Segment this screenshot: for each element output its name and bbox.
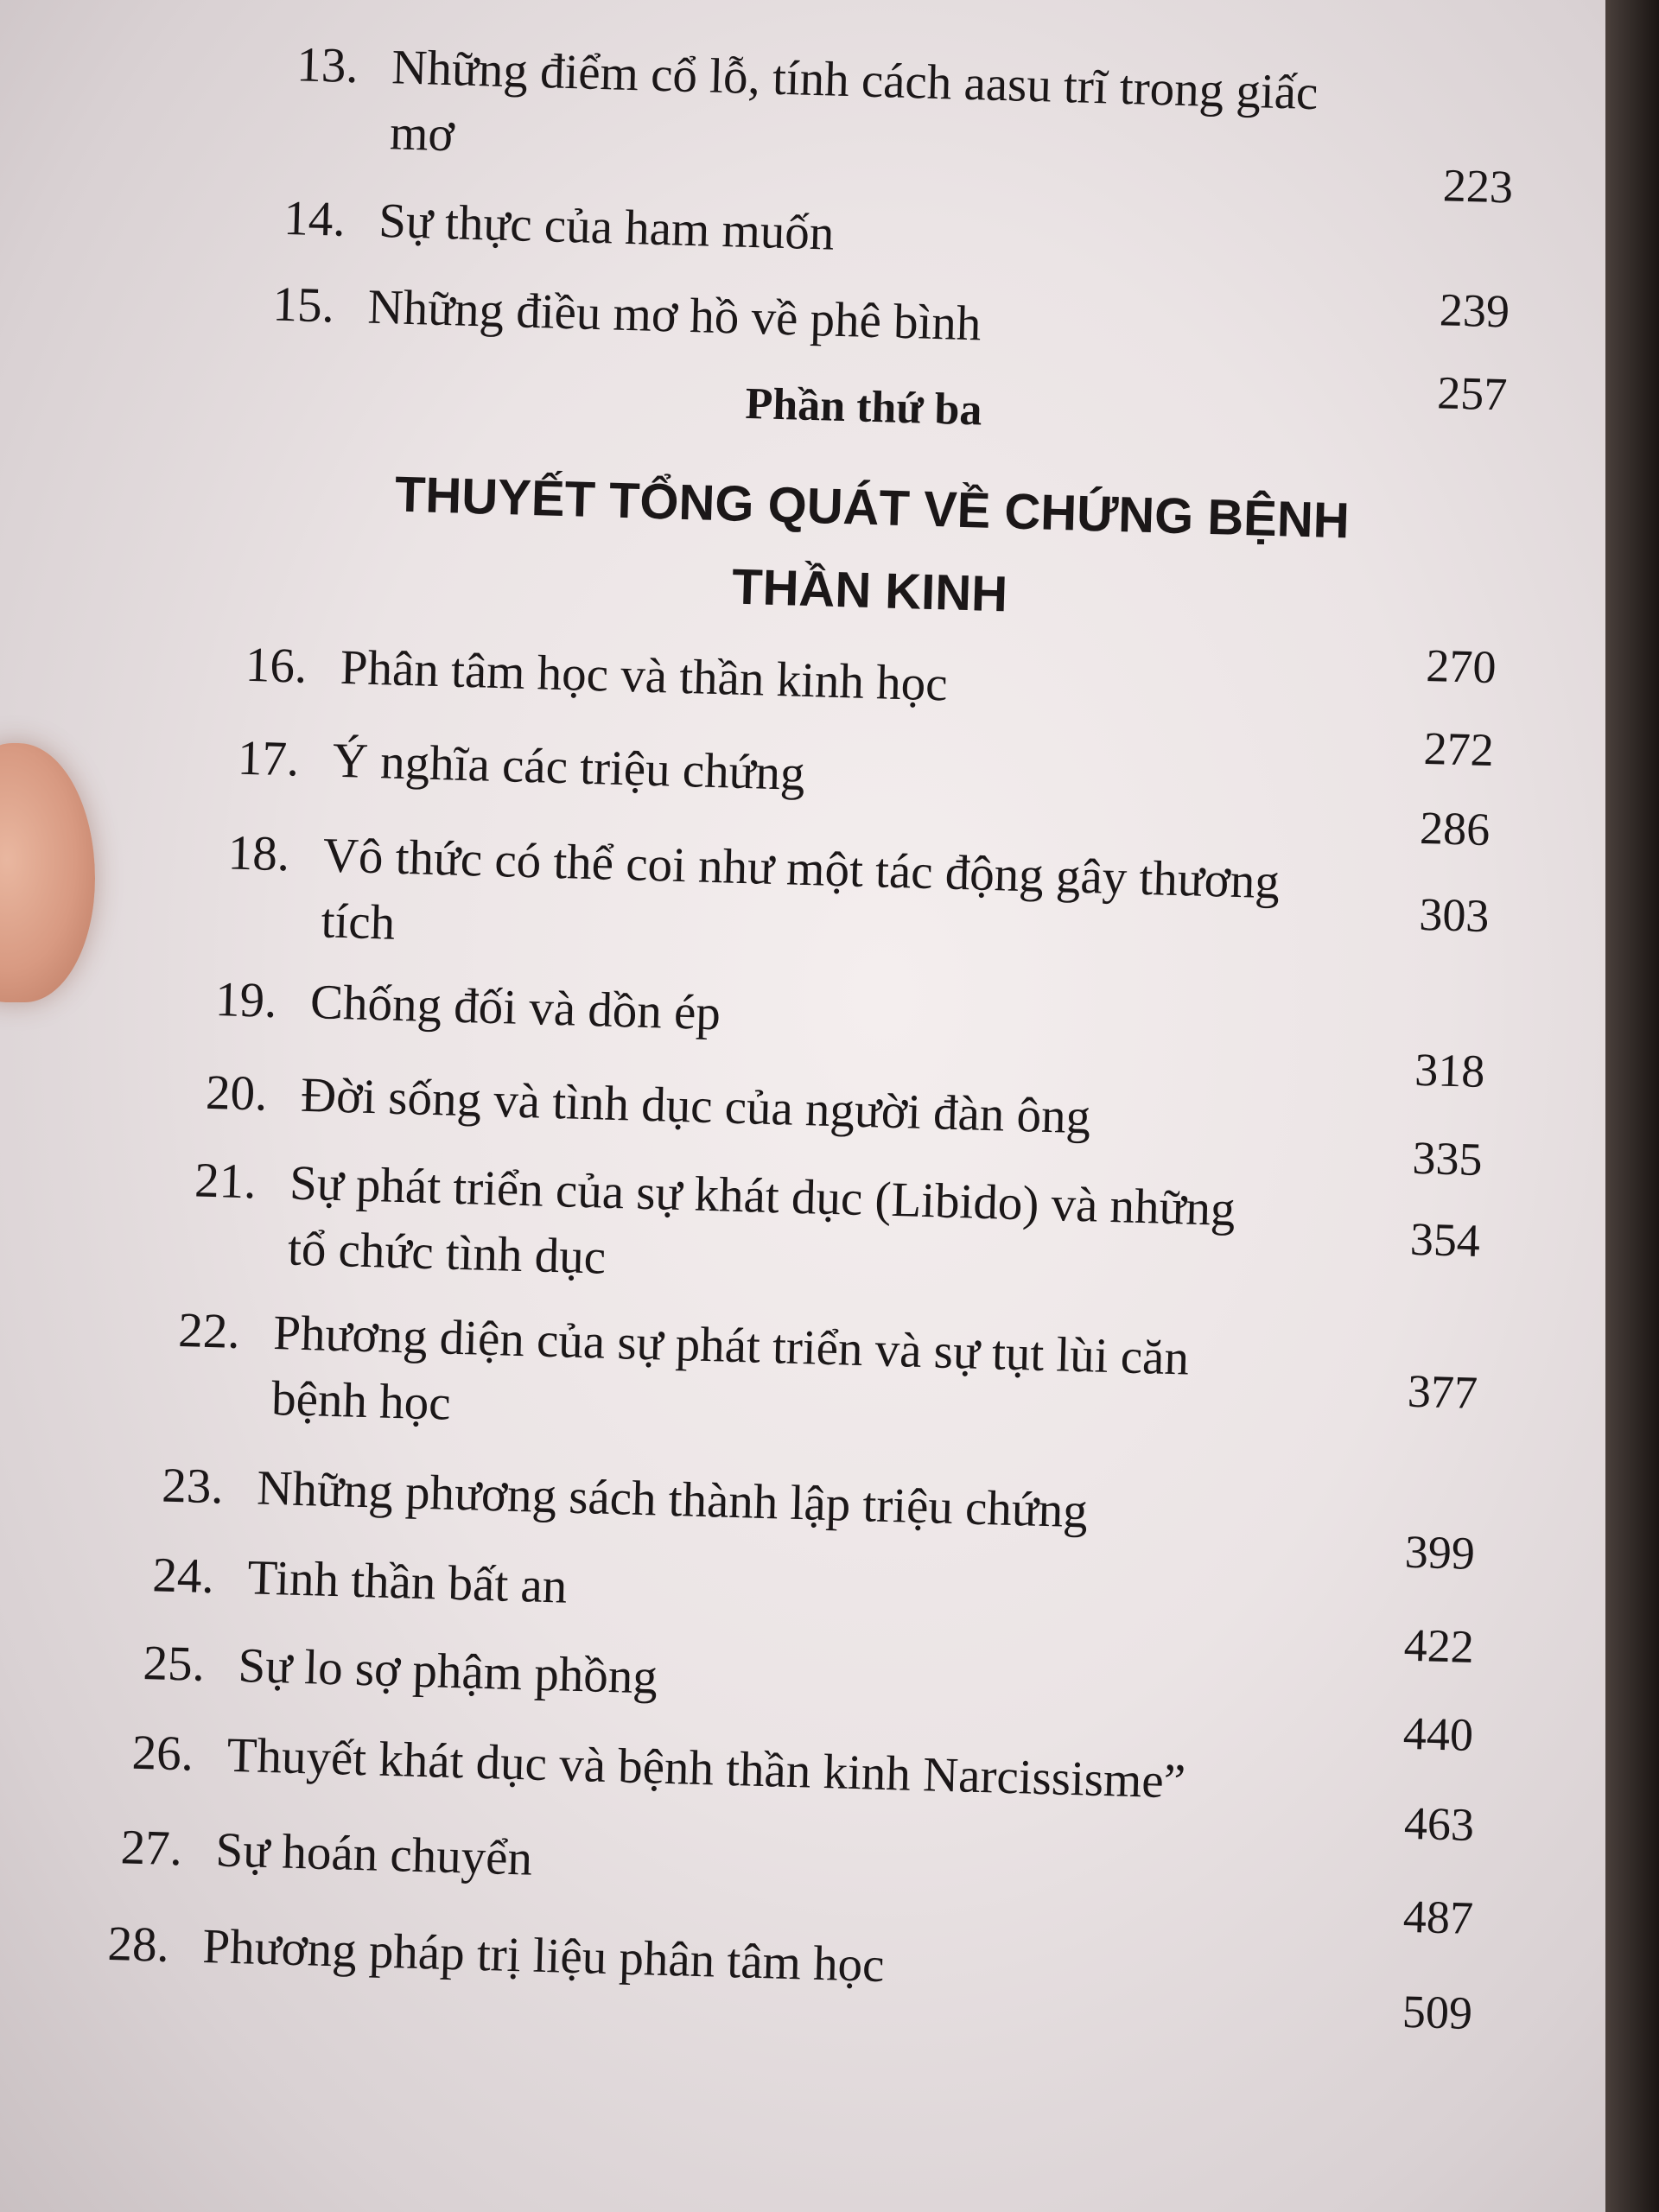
entry-number: 17. <box>237 730 301 787</box>
page-number-272: 272 <box>1422 721 1495 777</box>
page-number-318: 318 <box>1414 1043 1486 1098</box>
page-number-399: 399 <box>1404 1525 1476 1580</box>
entry-title: Ý nghĩa các triệu chứng <box>332 733 806 801</box>
page-number-509: 509 <box>1402 1985 1473 2040</box>
page-number-270: 270 <box>1425 639 1497 694</box>
entry-number: 22. <box>177 1302 241 1359</box>
entry-number: 16. <box>245 637 308 694</box>
entry-number: 14. <box>283 190 346 247</box>
entry-title: Những phương sách thành lập triệu chứng <box>256 1460 1089 1539</box>
page-number-463: 463 <box>1403 1796 1475 1852</box>
entry-number: 20. <box>205 1065 269 1122</box>
entry-title <box>287 1150 1236 1308</box>
page-number-487: 487 <box>1402 1890 1474 1945</box>
entry-title-line1: Những điểm cổ lỗ, tính cách aasu trĩ trong giấc <box>391 40 1319 121</box>
entry-title <box>270 1300 1190 1458</box>
entry-number: 21. <box>194 1153 257 1210</box>
entry-title: Phương pháp trị liệu phân tâm học <box>201 1919 886 1993</box>
entry-title-line1: Phương diện của sự phát triển và sự tụt lùi căn <box>272 1306 1190 1386</box>
part-label: Phần thứ ba <box>744 378 983 435</box>
entry-title <box>321 823 1281 981</box>
entry-title-line2: bệnh học <box>270 1370 452 1431</box>
page-number-354: 354 <box>1409 1212 1481 1267</box>
entry-number: 27. <box>119 1820 183 1877</box>
entry-number: 23. <box>161 1458 225 1515</box>
entry-title: Sự thực của ham muốn <box>378 193 836 261</box>
entry-number: 26. <box>130 1725 194 1782</box>
page-number-440: 440 <box>1402 1707 1474 1761</box>
entry-title: Thuyết khát dục và bệnh thần kinh Narcissisme” <box>226 1727 1186 1809</box>
page-number-286: 286 <box>1419 801 1491 856</box>
entry-title: Đời sống và tình dục của người đàn ông <box>300 1067 1091 1145</box>
entry-title-line2: mơ <box>389 105 455 162</box>
entry-title: Sự hoán chuyển <box>214 1822 533 1886</box>
entry-title <box>389 35 1319 192</box>
entry-title-line2: tổ chức tình dục <box>287 1221 607 1285</box>
part-title <box>377 453 1366 646</box>
entry-title: Chống đối và dồn ép <box>309 975 721 1041</box>
page-number-223: 223 <box>1442 159 1514 213</box>
entry-title: Những điều mơ hồ về phê bình <box>366 279 982 352</box>
page-number-335: 335 <box>1411 1131 1484 1185</box>
entry-title-line2: tích <box>320 893 397 950</box>
entry-title-line1: Vô thức có thể coi như một tác động gây thương <box>321 828 1281 910</box>
entry-title-line1: Sự phát triển của sự khát dục (Libido) và những <box>289 1155 1236 1237</box>
entry-number: 19. <box>214 971 278 1028</box>
entry-number: 28. <box>106 1916 170 1973</box>
entry-title: Sự lo sợ phậm phồng <box>237 1638 658 1705</box>
part-title-line2: THẦN KINH <box>731 558 1008 623</box>
part-title-line1: THUYẾT TỔNG QUÁT VỀ CHỨNG BỆNH <box>394 466 1351 550</box>
entry-title: Tinh thần bất an <box>246 1550 569 1614</box>
page-number-422: 422 <box>1402 1618 1475 1673</box>
page-number-239: 239 <box>1439 283 1510 338</box>
entry-number: 25. <box>142 1635 206 1692</box>
page-number-257: 257 <box>1436 366 1509 421</box>
page-number-303: 303 <box>1418 887 1491 943</box>
entry-number: 13. <box>296 37 359 94</box>
entry-number: 24. <box>151 1548 215 1605</box>
entry-number: 18. <box>227 825 291 882</box>
entry-title: Phân tâm học và thần kinh học <box>340 639 949 712</box>
entry-number: 15. <box>271 276 335 334</box>
page-number-377: 377 <box>1407 1364 1478 1419</box>
